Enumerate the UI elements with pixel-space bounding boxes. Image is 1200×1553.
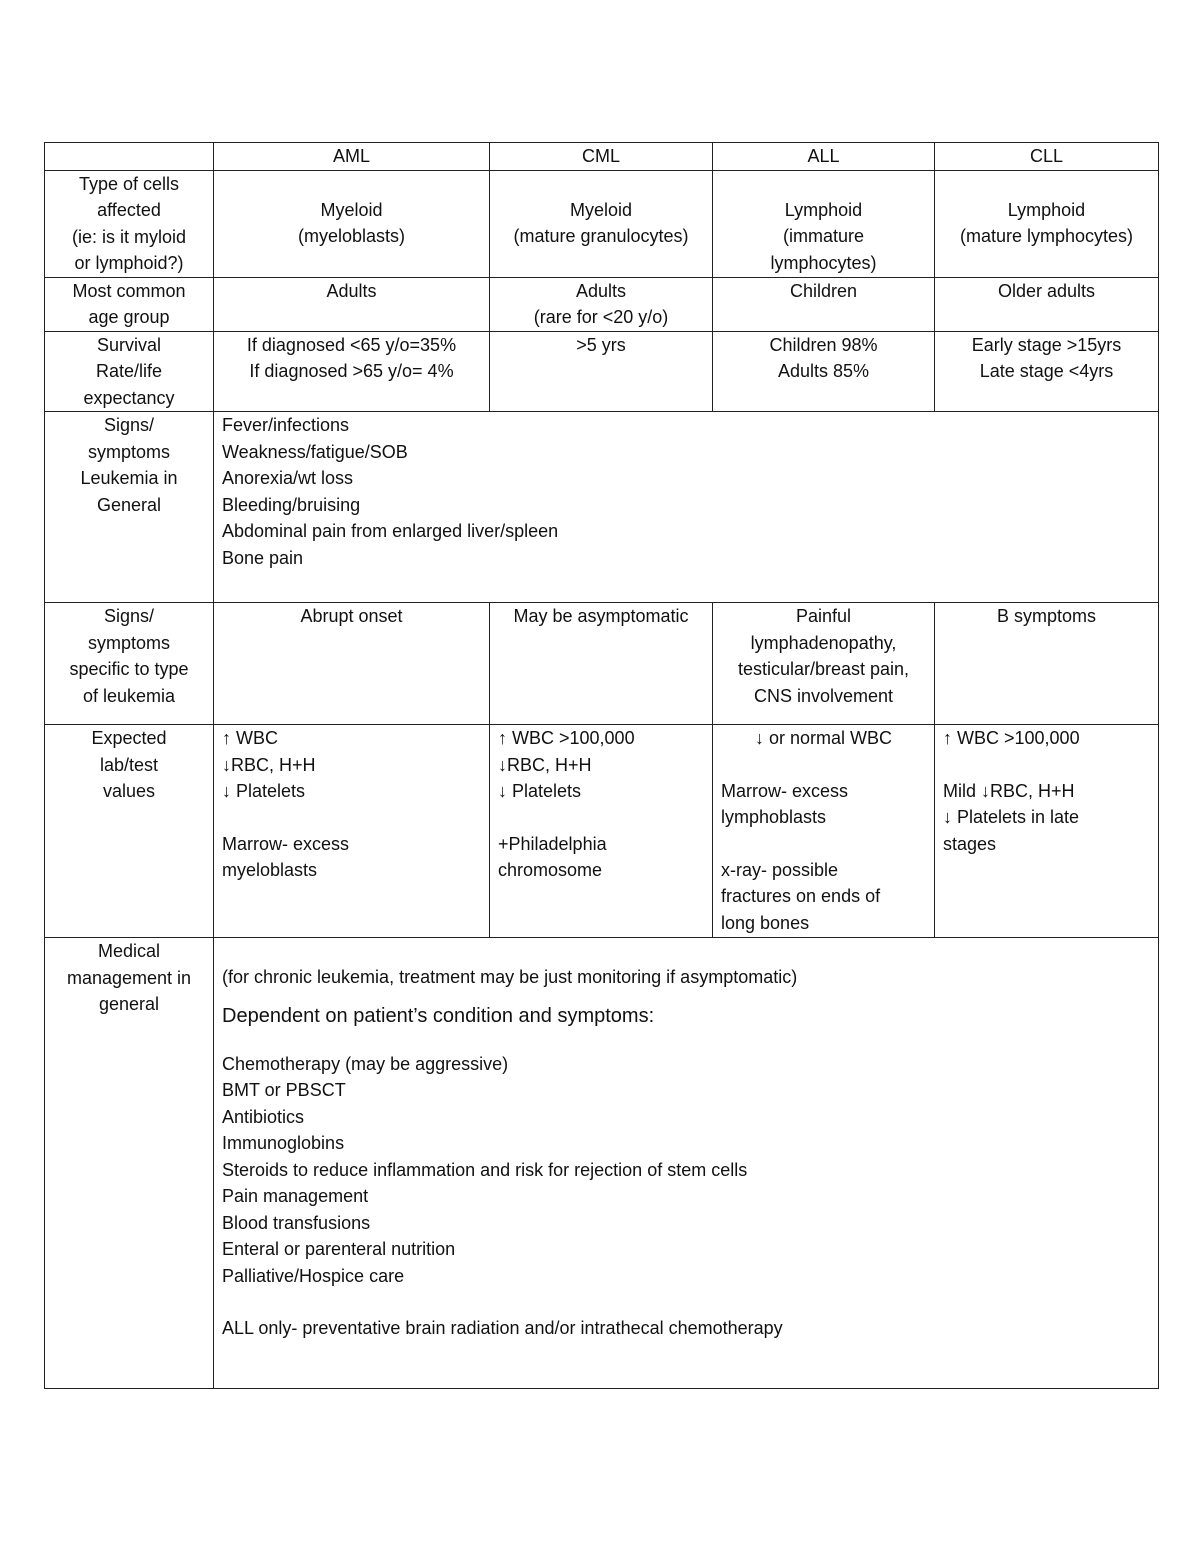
label-line: Survival (96, 334, 162, 355)
value-line: Early stage >15yrs (971, 334, 1122, 355)
general-symptoms-list (214, 412, 1159, 603)
header-blank-cell (45, 143, 214, 171)
list-item: Chemotherapy (may be aggressive) (222, 1053, 509, 1074)
management-footer: ALL only- preventative brain radiation and/or intrathecal chemotherapy (222, 1318, 783, 1338)
value-line: ↓ Platelets in late (943, 807, 1080, 827)
value-line: >5 yrs (576, 334, 626, 355)
list-item: Blood transfusions (222, 1212, 371, 1233)
value-line: Painful (795, 606, 852, 626)
label-line: Rate/life (95, 361, 163, 381)
value-line: lymphoblasts (721, 807, 827, 827)
value-line: (mature lymphocytes) (959, 226, 1134, 246)
all-cell-type (713, 170, 935, 277)
list-item: Weakness/fatigue/SOB (222, 441, 408, 462)
value-line: myeloblasts (222, 860, 318, 880)
cll-specific-symptoms (935, 603, 1159, 725)
value-line: Myeloid (569, 199, 633, 220)
label-line: lab/test (99, 754, 159, 775)
aml-age-group (214, 277, 490, 331)
value-line: lymphadenopathy, (750, 632, 897, 653)
management-content (214, 938, 1159, 1389)
list-item: Bone pain (222, 547, 304, 568)
value-line: long bones (721, 912, 810, 933)
cml-survival (490, 331, 713, 412)
value-line: (mature granulocytes) (513, 226, 689, 246)
row-label-lab-values (45, 725, 214, 938)
cell-type-row (45, 170, 1159, 277)
cml-cell-type (490, 170, 713, 277)
header-cll: CLL (935, 143, 1159, 171)
value-line: CNS involvement (753, 685, 894, 706)
label-line: or lymphoid?) (74, 253, 184, 273)
value-line: Children (789, 280, 858, 301)
row-label-survival (45, 331, 214, 412)
label-line: Signs/ (103, 606, 155, 626)
cll-age-group (935, 277, 1159, 331)
list-item: Palliative/Hospice care (222, 1265, 405, 1286)
list-item: Antibiotics (222, 1106, 305, 1127)
value-line: ↑ WBC >100,000 (498, 728, 635, 748)
header-all: ALL (713, 143, 935, 171)
list-item: Fever/infections (222, 415, 350, 435)
cml-lab-values (490, 725, 713, 938)
label-line: specific to type (69, 659, 189, 679)
value-line: Older adults (997, 280, 1096, 301)
cml-age-group (490, 277, 713, 331)
value-line: If diagnosed <65 y/o=35% (246, 334, 457, 355)
value-line: ↓ Platelets (222, 781, 306, 801)
value-line: Myeloid (320, 199, 383, 220)
label-line: Signs/ (103, 415, 155, 435)
value-line: chromosome (498, 860, 603, 880)
value-line: Lymphoid (784, 199, 863, 220)
value-line: Adults (575, 280, 627, 301)
label-line: Medical (97, 941, 161, 961)
header-row (45, 143, 1159, 171)
value-line: (myeloblasts) (297, 226, 406, 246)
label-line: (ie: is it myloid (71, 226, 187, 247)
value-line: lymphocytes) (770, 252, 877, 273)
cll-survival (935, 331, 1159, 412)
value-line: Children 98% (769, 334, 878, 355)
list-item: Immunoglobins (222, 1133, 345, 1153)
label-line: expectancy (83, 387, 175, 408)
label-line: symptoms (87, 632, 170, 653)
header-aml: AML (214, 143, 490, 171)
value-line: x-ray- possible (721, 859, 839, 880)
value-line: ↑ WBC >100,000 (943, 728, 1080, 748)
value-line: ↓RBC, H+H (498, 754, 592, 775)
label-line: values (102, 781, 156, 801)
value-line: ↑ WBC (222, 728, 278, 748)
label-line: Most common (72, 280, 186, 301)
all-lab-values (713, 725, 935, 938)
aml-lab-values (214, 725, 490, 938)
value-line: Late stage <4yrs (979, 361, 1114, 381)
value-line: Adults 85% (777, 361, 870, 381)
label-line: Type of cells (78, 173, 180, 194)
management-note: (for chronic leukemia, treatment may be just monitoring if asymptomatic) (222, 967, 798, 987)
value-line: +Philadelphia (498, 833, 607, 854)
value-line: Adults (326, 280, 377, 301)
value-line: Marrow- excess (222, 833, 350, 854)
all-specific-symptoms (713, 603, 935, 725)
cll-lab-values (935, 725, 1159, 938)
list-item: BMT or PBSCT (222, 1080, 346, 1100)
list-item: Bleeding/bruising (222, 494, 361, 515)
label-line: General (96, 494, 162, 515)
value-line: ↓RBC, H+H (222, 754, 316, 775)
general-symptoms-row (45, 412, 1159, 603)
list-item: Steroids to reduce inflammation and risk for rejection of stem cells (222, 1159, 748, 1180)
value-line: Mild ↓RBC, H+H (943, 780, 1075, 801)
value-line: testicular/breast pain, (737, 659, 910, 679)
value-line: ↓ or normal WBC (754, 728, 893, 748)
label-line: management in (66, 967, 192, 988)
aml-cell-type (214, 170, 490, 277)
age-group-row (45, 277, 1159, 331)
all-age-group (713, 277, 935, 331)
cll-cell-type (935, 170, 1159, 277)
leukemia-comparison-table (44, 142, 1159, 1389)
survival-row (45, 331, 1159, 412)
value-line: fractures on ends of (721, 886, 881, 906)
aml-survival (214, 331, 490, 412)
value-line: Marrow- excess (721, 780, 849, 801)
management-row (45, 938, 1159, 1389)
cml-specific-symptoms (490, 603, 713, 725)
all-survival (713, 331, 935, 412)
value-line: Lymphoid (1007, 199, 1086, 220)
label-line: affected (97, 200, 161, 220)
specific-symptoms-row (45, 603, 1159, 725)
value-line: May be asymptomatic (513, 606, 689, 626)
aml-specific-symptoms (214, 603, 490, 725)
row-label-cell-type (45, 170, 214, 277)
value-line: B symptoms (996, 606, 1097, 626)
row-label-general-symptoms (45, 412, 214, 603)
list-item: Anorexia/wt loss (222, 468, 354, 488)
label-line: of leukemia (82, 685, 176, 706)
list-item: Pain management (222, 1186, 369, 1206)
value-line: ↓ Platelets (498, 781, 582, 801)
row-label-management (45, 938, 214, 1389)
row-label-specific-symptoms (45, 603, 214, 725)
value-line: (rare for <20 y/o) (533, 307, 669, 327)
row-label-age-group (45, 277, 214, 331)
value-line: If diagnosed >65 y/o= 4% (249, 361, 454, 381)
list-item: Enteral or parenteral nutrition (222, 1239, 456, 1259)
management-heading: Dependent on patient’s condition and symptoms: (222, 1004, 655, 1027)
list-item: Abdominal pain from enlarged liver/spleen (222, 521, 559, 541)
label-line: age group (88, 307, 170, 327)
label-line: Expected (91, 728, 167, 748)
lab-values-row (45, 725, 1159, 938)
value-line: (immature (782, 226, 864, 246)
value-line: stages (943, 833, 997, 854)
label-line: general (98, 994, 160, 1014)
header-cml: CML (490, 143, 713, 171)
label-line: symptoms (87, 441, 170, 462)
value-line: Abrupt onset (300, 606, 403, 626)
label-line: Leukemia in (80, 468, 178, 488)
